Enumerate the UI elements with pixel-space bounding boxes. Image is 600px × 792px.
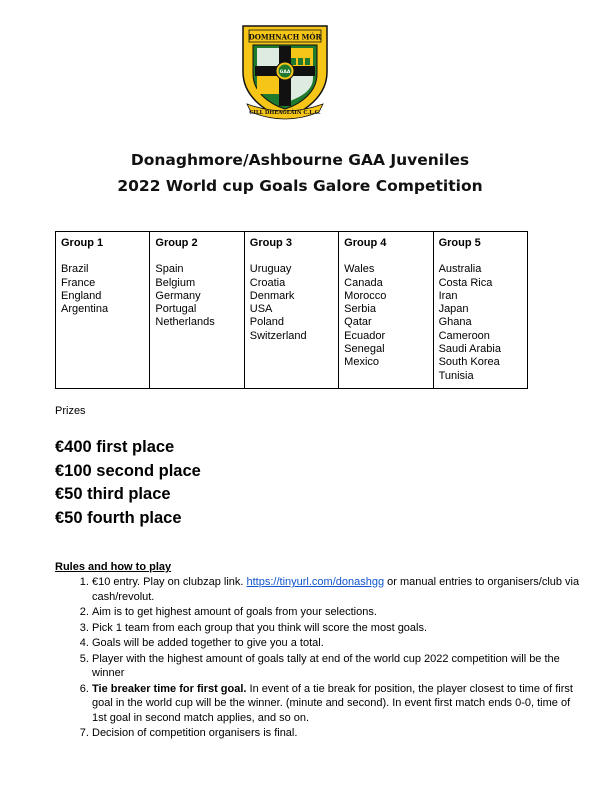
- team-name: Qatar: [344, 316, 372, 329]
- team-name: Netherlands: [155, 316, 215, 329]
- crest-center-text: GAA: [279, 70, 291, 75]
- prize-item: €400 first place: [55, 438, 175, 456]
- rule-text: or manual entries to organisers/club via cash/revolut.: [92, 576, 580, 603]
- team-name: Canada: [344, 276, 383, 289]
- page-subtitle: 2022 World cup Goals Galore Competition: [117, 177, 483, 195]
- rule-item: 2. Aim is to get highest amount of goals from your selections.: [92, 605, 582, 620]
- group-cell-2: [150, 232, 244, 389]
- team-name: Wales: [344, 263, 375, 276]
- team-name: Denmark: [249, 289, 295, 302]
- team-name: Ghana: [438, 316, 472, 329]
- group-heading: Group 3: [249, 237, 292, 249]
- prizes-label: Prizes: [55, 405, 86, 417]
- team-name: Australia: [438, 263, 482, 276]
- groups-row: [56, 232, 528, 389]
- team-name: Costa Rica: [438, 276, 493, 289]
- crest-top-text: DOMHNACH MÓR: [248, 32, 322, 42]
- club-crest-logo: [239, 22, 331, 120]
- team-name: Spain: [155, 263, 184, 276]
- group-cell-5: [433, 232, 527, 389]
- page-title: Donaghmore/Ashbourne GAA Juveniles: [130, 151, 470, 169]
- rule-item: 4. Goals will be added together to give you a total.: [92, 636, 582, 651]
- team-name: Croatia: [249, 276, 286, 289]
- team-name: USA: [249, 303, 273, 316]
- team-name: England: [61, 289, 102, 302]
- team-name: South Korea: [438, 356, 500, 369]
- prize-item: €100 second place: [55, 461, 201, 480]
- group-cell-3: [244, 232, 338, 389]
- crest-bottom-text: CILL DHEAGLÁIN C.L.G.: [249, 110, 321, 116]
- team-name: Brazil: [61, 263, 89, 276]
- group-heading: Group 1: [61, 237, 104, 249]
- rule-item: [92, 575, 582, 604]
- entry-link[interactable]: https://tinyurl.com/donashgg: [246, 576, 385, 588]
- team-name: Poland: [249, 316, 285, 329]
- rules-list: [55, 575, 582, 742]
- tie-breaker-title: Tie breaker time for first goal.: [92, 682, 247, 695]
- group-cell-1: [56, 232, 150, 389]
- team-name: Uruguay: [249, 263, 292, 276]
- team-name: Ecuador: [344, 329, 386, 342]
- team-name: Iran: [438, 289, 458, 302]
- team-name: Serbia: [344, 303, 376, 316]
- rule-text: In event of a tie break for position, the player closest to time of first goal in the world cup will be the winner. (minute and second). In event first match ends 0-0, time of 1st goal in second match applies, and so on.: [92, 682, 573, 724]
- group-heading: Group 2: [155, 237, 198, 249]
- rule-text: €10 entry. Play on clubzap link.: [92, 576, 247, 588]
- team-name: Saudi Arabia: [438, 343, 501, 356]
- prize-item: €50 third place: [55, 485, 171, 504]
- team-name: Mexico: [344, 356, 380, 369]
- team-name: Belgium: [155, 276, 196, 289]
- rule-item: 7. Decision of competition organisers is final.: [92, 726, 582, 741]
- team-name: Portugal: [155, 303, 197, 316]
- team-name: Senegal: [344, 343, 385, 356]
- team-name: Argentina: [61, 303, 109, 316]
- team-name: Cameroon: [438, 329, 490, 342]
- rules-heading: Rules and how to play: [55, 561, 172, 573]
- group-cell-4: [339, 232, 433, 389]
- team-name: Japan: [438, 303, 469, 316]
- team-name: Germany: [155, 289, 201, 302]
- group-heading: Group 4: [344, 237, 387, 249]
- team-name: France: [61, 276, 96, 289]
- group-heading: Group 5: [438, 237, 481, 249]
- team-name: Morocco: [344, 289, 387, 302]
- team-name: Tunisia: [438, 369, 474, 382]
- prize-item: €50 fourth place: [55, 509, 182, 528]
- rule-item: [92, 682, 582, 726]
- team-name: Switzerland: [249, 329, 307, 342]
- rule-item: 5. Player with the highest amount of goals tally at end of the world cup 2022 competition will be the winner: [92, 652, 582, 681]
- rule-item: 3. Pick 1 team from each group that you think will score the most goals.: [92, 621, 582, 636]
- prize-list: [55, 436, 201, 531]
- groups-table: [55, 231, 528, 389]
